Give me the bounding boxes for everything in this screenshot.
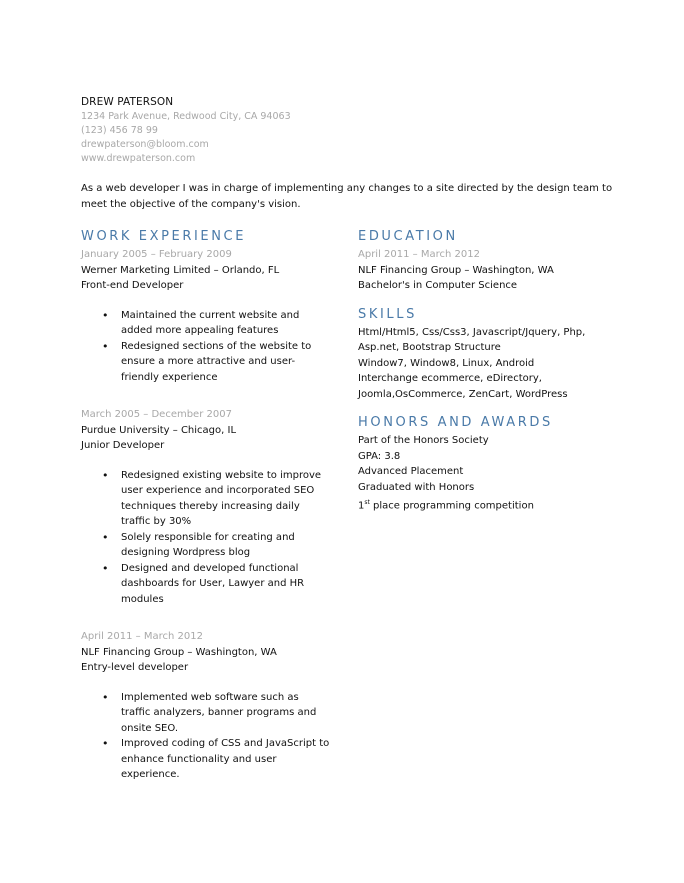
- bullet-item: [81, 530, 331, 561]
- bullet-text: Solely responsible for creating and designing Wordpress blog: [121, 531, 295, 558]
- bullet-text: Designed and developed functional dashboards for User, Lawyer and HR modules: [121, 562, 305, 605]
- work-experience-section: [81, 228, 341, 797]
- bullet-item: [81, 736, 331, 783]
- bullet-icon: •: [102, 737, 109, 750]
- bullet-text: Redesigned sections of the website to ensure a more attractive and user-friendly experience: [121, 340, 312, 383]
- bullet-icon: •: [102, 530, 109, 544]
- skills-section: [358, 306, 618, 403]
- candidate-name: DREW PATERSON: [81, 96, 174, 108]
- education-dates: April 2011 – March 2012: [358, 249, 480, 260]
- skills-line: Window7, Window8, Linux, Android: [358, 357, 535, 369]
- job-company: Purdue University – Chicago, IL: [81, 424, 237, 436]
- bullet-icon: •: [102, 690, 109, 704]
- job-entry: [81, 407, 341, 607]
- section-title-work: WORK EXPERIENCE: [81, 229, 247, 244]
- job-bullets: [81, 690, 341, 783]
- bullet-icon: •: [102, 468, 109, 482]
- website: www.drewpaterson.com: [81, 153, 196, 164]
- bullet-item: [81, 468, 331, 530]
- honor-rank-suffix: st: [364, 499, 370, 506]
- honor-item: GPA: 3.8: [358, 450, 401, 462]
- job-company: NLF Financing Group – Washington, WA: [81, 646, 277, 658]
- job-role: Entry-level developer: [81, 662, 189, 673]
- job-company: Werner Marketing Limited – Orlando, FL: [81, 264, 280, 276]
- job-entry: [81, 629, 341, 783]
- skills-line: Html/Html5, Css/Css3, Javascript/Jquery, Php, Asp.net, Bootstrap Structure: [358, 326, 586, 353]
- job-dates: March 2005 – December 2007: [81, 409, 232, 420]
- bullet-item: [81, 339, 331, 386]
- honor-item: Part of the Honors Society: [358, 435, 489, 446]
- bullet-text: Implemented web software such as traffic analyzers, banner programs and onsite SEO.: [121, 691, 317, 734]
- bullet-icon: •: [102, 561, 109, 575]
- section-title-skills: SKILLS: [358, 306, 417, 322]
- education-degree: Bachelor's in Computer Science: [358, 280, 518, 291]
- section-title-education: EDUCATION: [358, 229, 458, 244]
- bullet-text: Redesigned existing website to improve user experience and incorporated SEO techniques thereby increasing daily traffic by 30%: [121, 469, 322, 527]
- bullet-item: [81, 690, 331, 737]
- email: drewpaterson@bloom.com: [81, 139, 209, 150]
- education-section: [358, 228, 618, 294]
- section-title-honors: HONORS AND AWARDS: [358, 415, 553, 430]
- job-entry: [81, 247, 341, 385]
- bullet-text: Maintained the current website and added more appealing features: [121, 309, 300, 336]
- job-dates: April 2011 – March 2012: [81, 631, 203, 642]
- honors-section: [358, 414, 618, 514]
- honor-text: place programming competition: [369, 500, 534, 512]
- contact-header: [81, 95, 291, 166]
- bullet-item: [81, 308, 331, 339]
- bullet-text: Improved coding of CSS and JavaScript to enhance functionality and user experience.: [121, 738, 330, 780]
- bullet-icon: •: [102, 308, 109, 322]
- phone: (123) 456 78 99: [81, 125, 158, 136]
- job-bullets: [81, 308, 341, 386]
- address: 1234 Park Avenue, Redwood City, CA 94063: [81, 111, 291, 122]
- right-column: [358, 228, 618, 523]
- education-school: NLF Financing Group – Washington, WA: [358, 264, 554, 276]
- honor-rank: 1: [358, 500, 365, 512]
- summary: As a web developer I was in charge of implementing any changes to a site directed by the design team to meet the objective of the company's vision.: [81, 183, 613, 210]
- bullet-item: [81, 561, 331, 608]
- job-bullets: [81, 468, 341, 608]
- job-dates: January 2005 – February 2009: [81, 249, 232, 260]
- honor-item: Graduated with Honors: [358, 481, 475, 493]
- bullet-icon: •: [102, 339, 109, 353]
- honor-item: Advanced Placement: [358, 466, 464, 477]
- honor-item: [358, 495, 618, 514]
- job-role: Front-end Developer: [81, 280, 184, 291]
- job-role: Junior Developer: [81, 440, 165, 451]
- skills-line: Interchange ecommerce, eDirectory, Joomla,OsCommerce, ZenCart, WordPress: [358, 373, 568, 400]
